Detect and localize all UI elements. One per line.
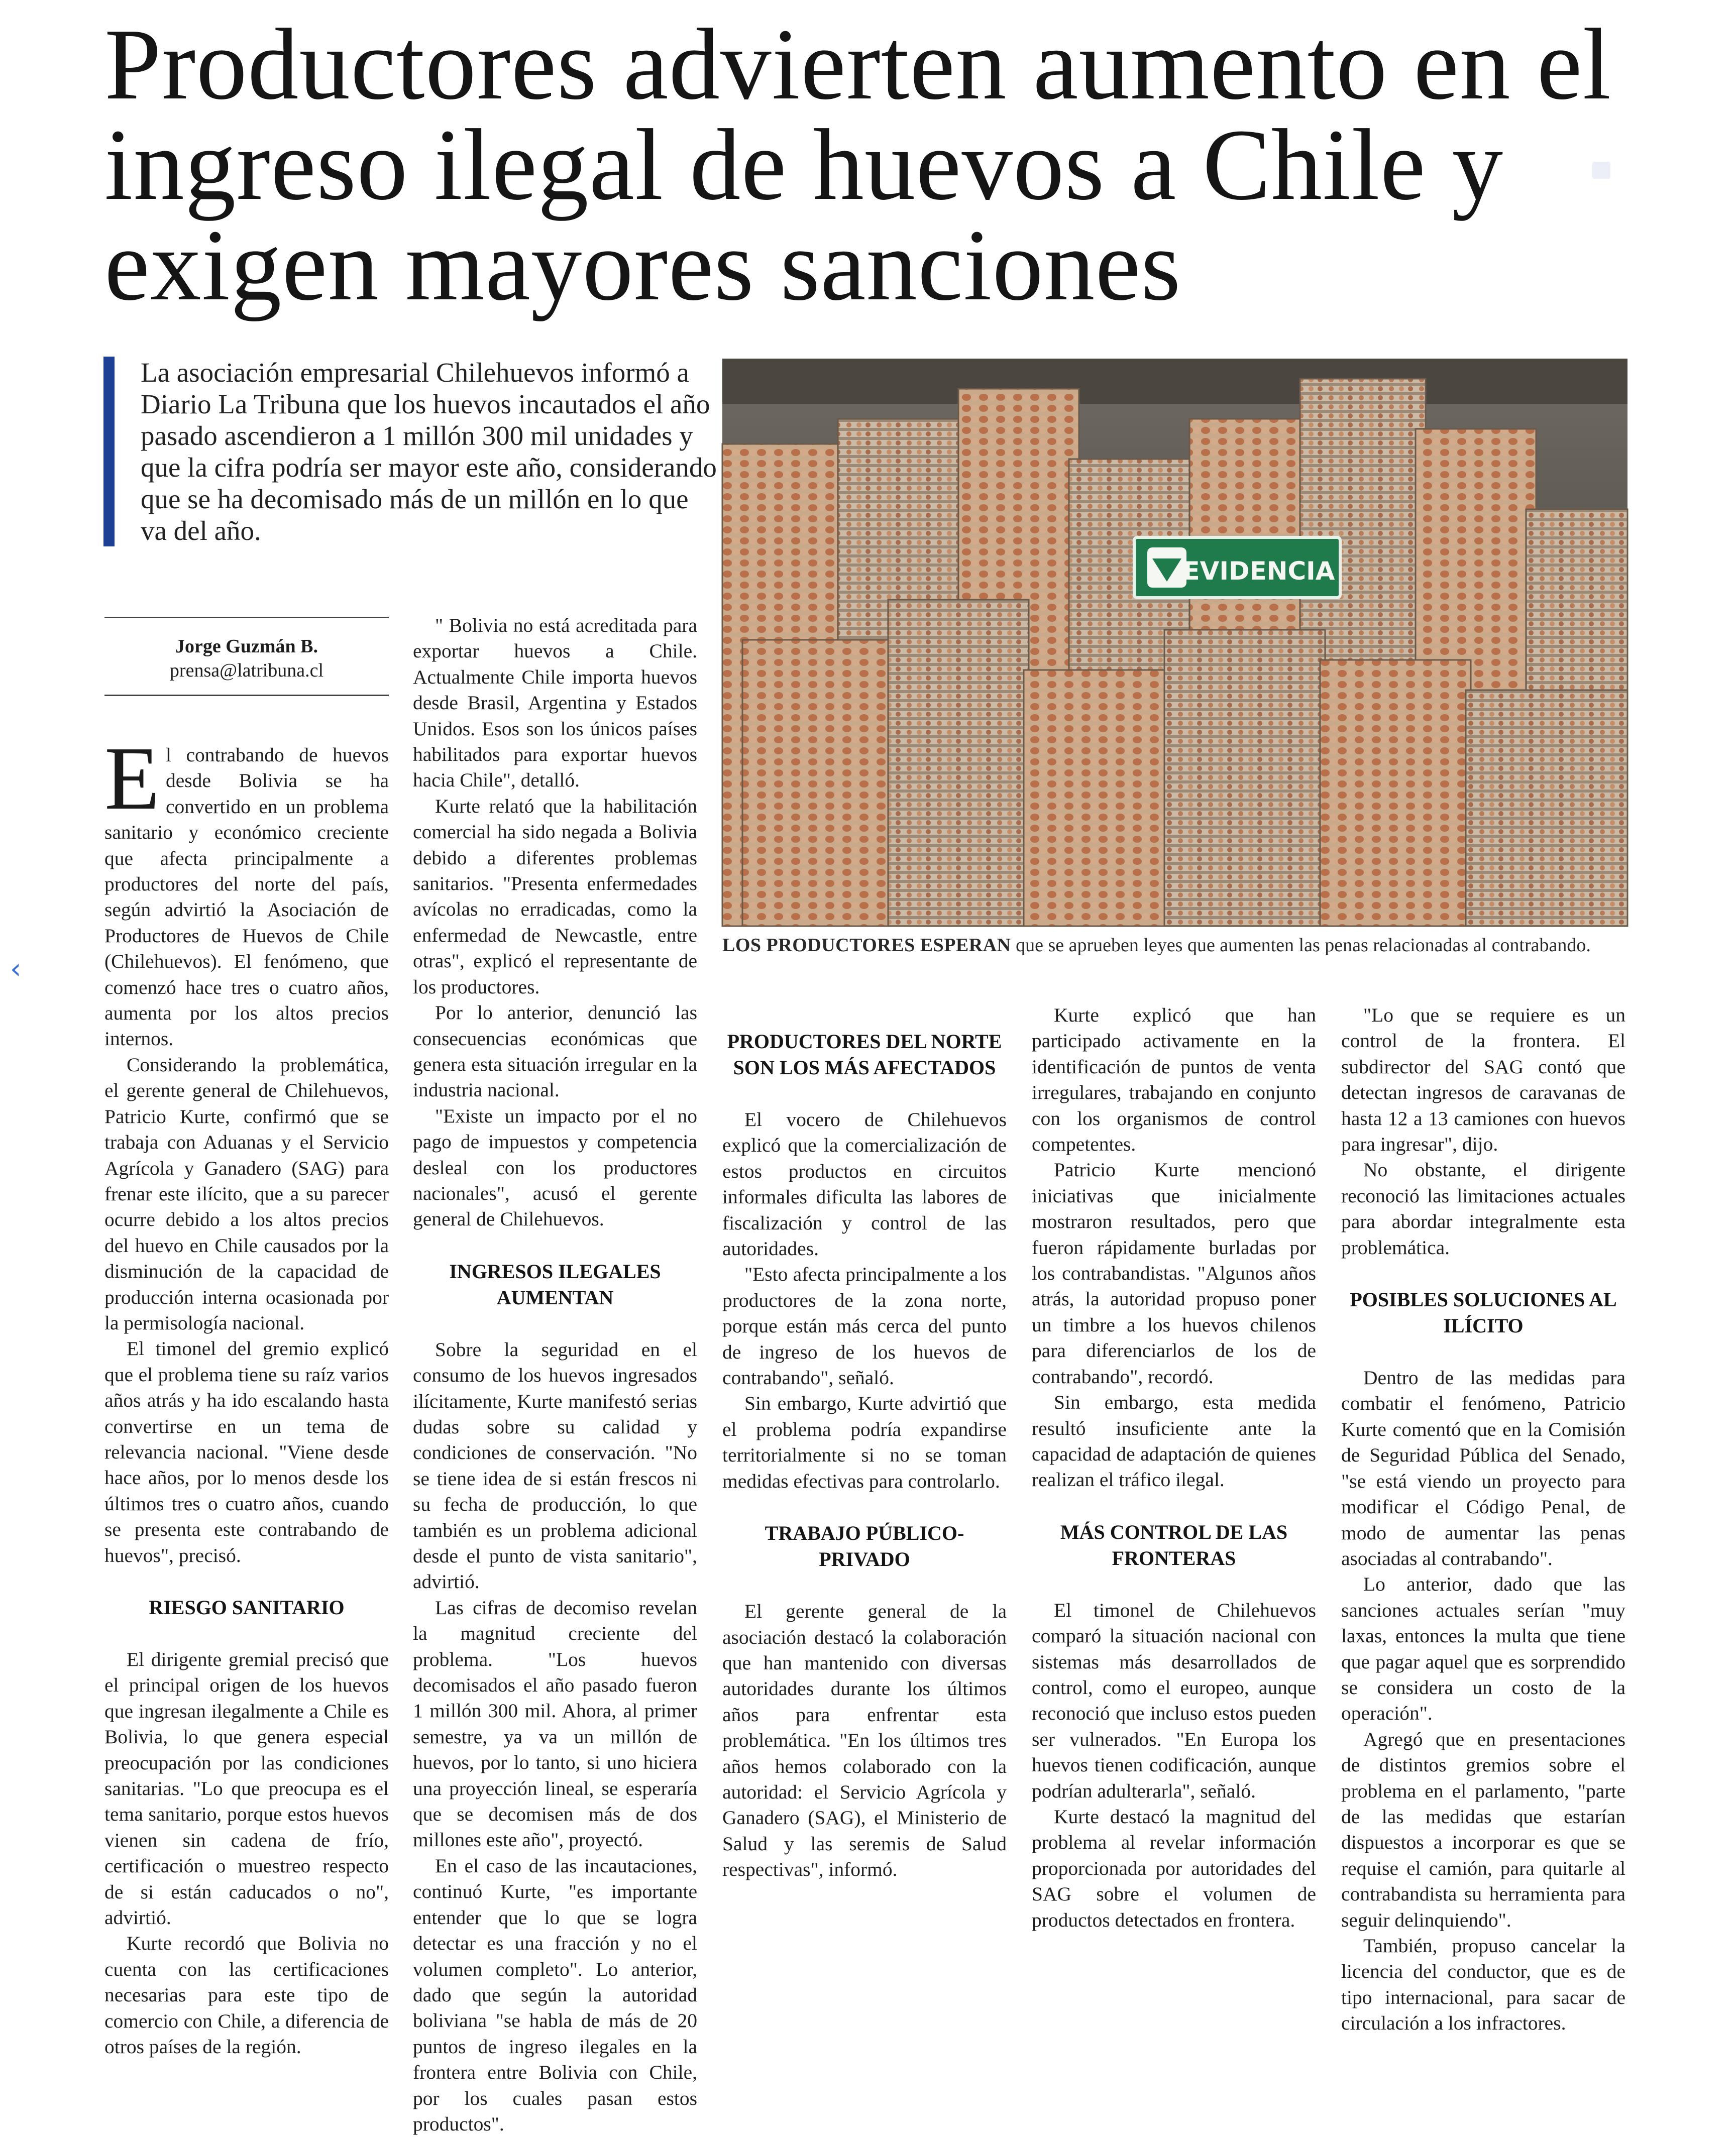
- article-column-4: [1032, 1002, 1316, 2063]
- subheading: MÁS CONTROL DE LAS FRONTERAS: [1060, 1520, 1288, 1569]
- paragraph: También, propuso cancelar la licencia del conductor, que es de tipo internacional, para sacar de circulación a los infractores.: [1341, 1935, 1625, 2035]
- paragraph: Por lo anterior, denunció las consecuencias económicas que genera esta situación irregular en la industria nacional.: [413, 1001, 697, 1101]
- paragraph: El timonel de Chilehuevos comparó la situación nacional con sistemas más desarrollados de control, como el europeo, aunque reconoció que incluso estos pueden ser vulnerados. "En Europa los huevos tienen codificación, aunque podrían adulterarla", señaló.: [1032, 1599, 1316, 1802]
- paragraph: "Lo que se requiere es un control de la frontera. El subdirector del SAG contó que detectan ingresos de caravanas de hasta 12 a 13 camiones con huevos para ingresar", dijo.: [1341, 1004, 1625, 1156]
- paragraph: Patricio Kurte mencionó iniciativas que inicialmente mostraron resultados, pero que fueron rápidamente burladas por los contrabandistas. "Algunos años atrás, la autoridad propuso poner un timbre a los huevos chilenos para diferenciarlos de los de contrabando", recordó.: [1032, 1159, 1316, 1388]
- article-photo: [722, 359, 1627, 926]
- subheading: RIESGO SANITARIO: [149, 1596, 345, 1619]
- drop-cap: E: [104, 728, 160, 828]
- headline: Productores advierten aumento en el ingreso ilegal de huevos a Chile y exigen mayores sanciones: [104, 8, 1612, 321]
- paragraph: "Esto afecta principalmente a los productores de la zona norte, porque están más cerca del punto de ingreso de los huevos de contrabando", señaló.: [722, 1263, 1007, 1389]
- subheading: TRABAJO PÚBLICO-PRIVADO: [765, 1522, 964, 1571]
- paragraph: Kurte recordó que Bolivia no cuenta con las certificaciones necesarias para este tipo de comercio con Chile, a diferencia de otros países de la región.: [104, 1932, 389, 2058]
- paragraph: El dirigente gremial precisó que el principal origen de los huevos que ingresan ilegalmente a Chile es Bolivia, lo que genera especial preocupación por las condiciones sanitarias. "Lo que preocupa es el tema sanitario, porque estos huevos vienen sin cadena de frío, certificación o muestreo respecto de si están caducados o no", advirtió.: [104, 1648, 389, 1929]
- paragraph: Kurte explicó que han participado activamente en la identificación de puntos de venta irregulares, trabajando en conjunto con los organismos de control competentes.: [1032, 1004, 1316, 1156]
- subheading: PRODUCTORES DEL NORTE SON LOS MÁS AFECTADOS: [727, 1030, 1002, 1079]
- paragraph: Sin embargo, esta medida resultó insuficiente ante la capacidad de adaptación de quienes realizan el tráfico ilegal.: [1032, 1391, 1316, 1491]
- paragraph: Sobre la seguridad en el consumo de los huevos ingresados ilícitamente, Kurte manifestó serias dudas sobre su calidad y condiciones de conservación. "No se tiene idea de si están frescos ni su fecha de producción, lo que también es un problema adicional desde el punto de vista sanitario", advirtió.: [413, 1338, 697, 1593]
- paragraph: Agregó que en presentaciones de distintos gremios sobre el problema en el parlamento, "parte de las medidas que estarían dispuestos a incorporar es que se requise el camión, para quitarle al contrabandista su herramienta para seguir delinquiendo".: [1341, 1728, 1625, 1931]
- paragraph: Kurte relató que la habilitación comercial ha sido negada a Bolivia debido a diferentes problemas sanitarios. "Presenta enfermedades avícolas no erradicadas, como la enfermedad de Newcastle, entre otras", explicó el representante de los productores.: [413, 795, 697, 998]
- article-column-3: [722, 1002, 1007, 2063]
- paragraph: El vocero de Chilehuevos explicó que la comercialización de estos productos en circuitos informales dificulta las labores de fiscalización y control de las autoridades.: [722, 1108, 1007, 1260]
- previous-page-chevron-icon[interactable]: ‹: [10, 953, 22, 985]
- article-column-2: [413, 613, 697, 2135]
- paragraph: Las cifras de decomiso revelan la magnitud creciente del problema. "Los huevos decomisados el año pasado fueron 1 millón 300 mil. Ahora, al primer semestre, ya va un millón de huevos, por lo tanto, si uno hiciera una proyección lineal, se esperaría que se decomisen más de dos millones este año", proyectó.: [413, 1596, 697, 1851]
- subheading: POSIBLES SOLUCIONES AL ILÍCITO: [1350, 1288, 1617, 1337]
- article-column-5: [1341, 1002, 1625, 2063]
- paragraph: En el caso de las incautaciones, continuó Kurte, "es importante entender que lo que se logra detectar es una fracción y no el volumen completo". Lo anterior, dado que según la autoridad boliviana "se habla de más de 20 puntos de ingreso ilegales en la frontera entre Bolivia con Chile, por los cuales pasan estos productos".: [413, 1854, 697, 2135]
- article-lead: La asociación empresarial Chilehuevos informó a Diario La Tribuna que los huevos incautados el año pasado ascendieron a 1 millón 300 mil unidades y que la cifra podría ser mayor este año, considerando que se ha decomisado más de un millón en lo que va del año.: [103, 357, 718, 546]
- paragraph: Considerando la problemática, el gerente general de Chilehuevos, Patricio Kurte, confirmó que se trabaja con Aduanas y el Servicio Agrícola y Ganadero (SAG) para frenar este ilícito, que a su parecer ocurre debido a los altos precios del huevo en Chile causados por la disminución de la capacidad de producción interna ocasionada por la permisología nacional.: [104, 1053, 389, 1334]
- paragraph: Kurte destacó la magnitud del problema al revelar información proporcionada por autoridades del SAG sobre el volumen de productos detectados en frontera.: [1032, 1805, 1316, 1931]
- paragraph: El timonel del gremio explicó que el problema tiene su raíz varios años atrás y ha ido escalando hasta convertirse en un tema de relevancia nacional. "Viene desde hace años, por lo menos desde los últimos tres o cuatro años, cuando se presenta este contrabando de huevos", precisó.: [104, 1337, 389, 1566]
- paragraph: "Existe un impacto por el no pago de impuestos y competencia desleal con los productores nacionales", acusó el gerente general de Chilehuevos.: [413, 1104, 697, 1230]
- caption-text: que se aprueben leyes que aumenten las penas relacionadas al contrabando.: [1011, 935, 1591, 956]
- caption-lead: LOS PRODUCTORES ESPERAN: [722, 935, 1011, 956]
- paragraph: Lo anterior, dado que las sanciones actuales serían "muy laxas, entonces la multa que tiene que pagar aquel que es sorprendido se considera un costo de la operación".: [1341, 1573, 1625, 1725]
- evidencia-sign: [1134, 537, 1340, 598]
- paragraph: El contrabando de huevos desde Bolivia se ha convertido en un problema sanitario y económico creciente que afecta principalmente a productores del norte del país, según advirtió la Asociación de Productores de Huevos de Chile (Chilehuevos). El fenómeno, que comenzó hace tres o cuatro años, aumenta por los altos precios internos.: [104, 728, 389, 1050]
- photo-caption: [722, 932, 1627, 958]
- paragraph: Sin embargo, Kurte advirtió que el problema podría expandirse territorialmente si no se toman medidas efectivas para controlarlo.: [722, 1392, 1007, 1492]
- paragraph: Dentro de las medidas para combatir el fenómeno, Patricio Kurte comentó que en la Comisión de Seguridad Pública del Senado, "se está viendo un proyecto para modificar el Código Penal, de modo de aumentar las penas asociadas al contrabando".: [1341, 1367, 1625, 1569]
- page-marker-icon: [1592, 162, 1610, 179]
- paragraph: No obstante, el dirigente reconoció las limitaciones actuales para abordar integralmente esta problemática.: [1341, 1159, 1625, 1259]
- subheading: INGRESOS ILEGALES AUMENTAN: [449, 1260, 661, 1309]
- svg-text:EVIDENCIA: EVIDENCIA: [1182, 556, 1335, 586]
- author-name: Jorge Guzmán B.: [175, 636, 318, 657]
- byline: [104, 617, 389, 696]
- paragraph: El gerente general de la asociación destacó la colaboración que han mantenido con diversas autoridades durante los últimos años para enfrentar esta problemática. "En los últimos tres años hemos colaborado con la autoridad: el Servicio Agrícola y Ganadero (SAG), el Ministerio de Salud y las seremis de Salud respectivas", informó.: [722, 1600, 1007, 1881]
- paragraph: " Bolivia no está acreditada para exportar huevos a Chile. Actualmente Chile importa huevos desde Brasil, Argentina y Estados Unidos. Esos son los únicos países habilitados para exportar huevos hacia Chile", detalló.: [413, 614, 697, 792]
- author-email[interactable]: prensa@latribuna.cl: [169, 660, 324, 681]
- article-column-1: [104, 728, 389, 2063]
